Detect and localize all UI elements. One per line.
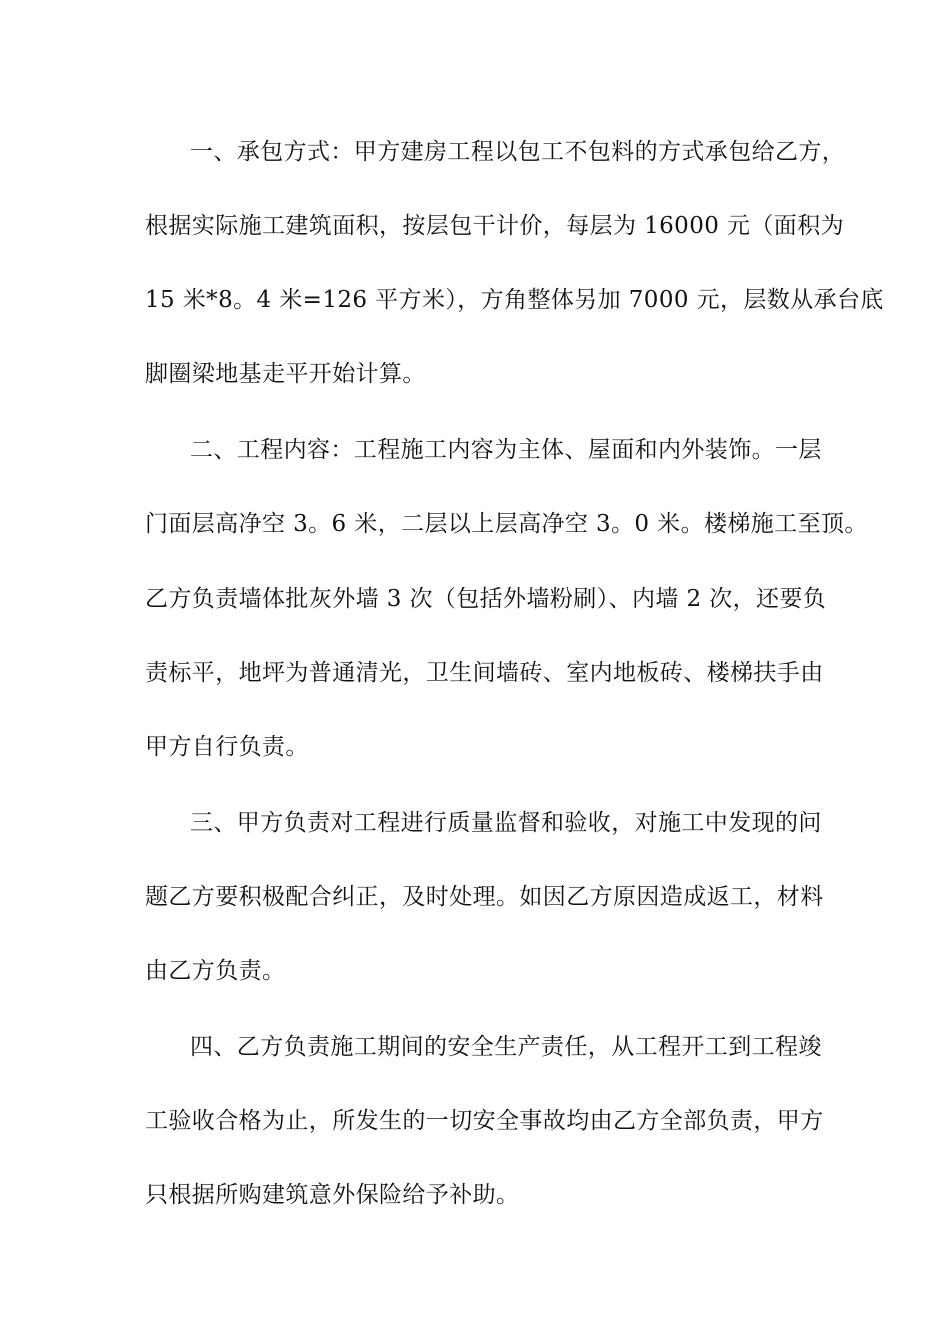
paragraph-2-line-1: 二、工程内容：工程施工内容为主体、屋面和内外装饰。一层 [190,437,822,463]
paragraph-3-line-1: 三、甲方负责对工程进行质量监督和验收，对施工中发现的问 [190,810,822,836]
paragraph-4-line-3: 只根据所购建筑意外保险给予补助。 [145,1182,520,1208]
paragraph-2-line-2: 门面层高净空 3。6 米，二层以上层高净空 3。0 米。楼梯施工至顶。 [145,511,868,537]
paragraph-2-line-5: 甲方自行负责。 [145,734,309,760]
paragraph-4-line-2: 工验收合格为止，所发生的一切安全事故均由乙方全部负责，甲方 [145,1108,824,1134]
paragraph-1-line-3: 15 米*8。4 米=126 平方米），方角整体另加 7000 元，层数从承台底 [145,287,884,313]
paragraph-3-line-2: 题乙方要积极配合纠正，及时处理。如因乙方原因造成返工，材料 [145,884,824,910]
paragraph-2-line-3: 乙方负责墙体批灰外墙 3 次（包括外墙粉刷）、内墙 2 次，还要负 [145,586,827,612]
paragraph-2-line-4: 责标平，地坪为普通清光，卫生间墙砖、室内地板砖、楼梯扶手由 [145,660,824,686]
paragraph-1-line-1: 一、承包方式：甲方建房工程以包工不包料的方式承包给乙方， [190,139,846,165]
paragraph-4-line-1: 四、乙方负责施工期间的安全生产责任，从工程开工到工程竣 [190,1034,822,1060]
paragraph-1-line-4: 脚圈梁地基走平开始计算。 [145,361,426,387]
paragraph-1-line-2: 根据实际施工建筑面积，按层包干计价，每层为 16000 元（面积为 [145,213,844,239]
paragraph-3-line-3: 由乙方负责。 [145,958,286,984]
